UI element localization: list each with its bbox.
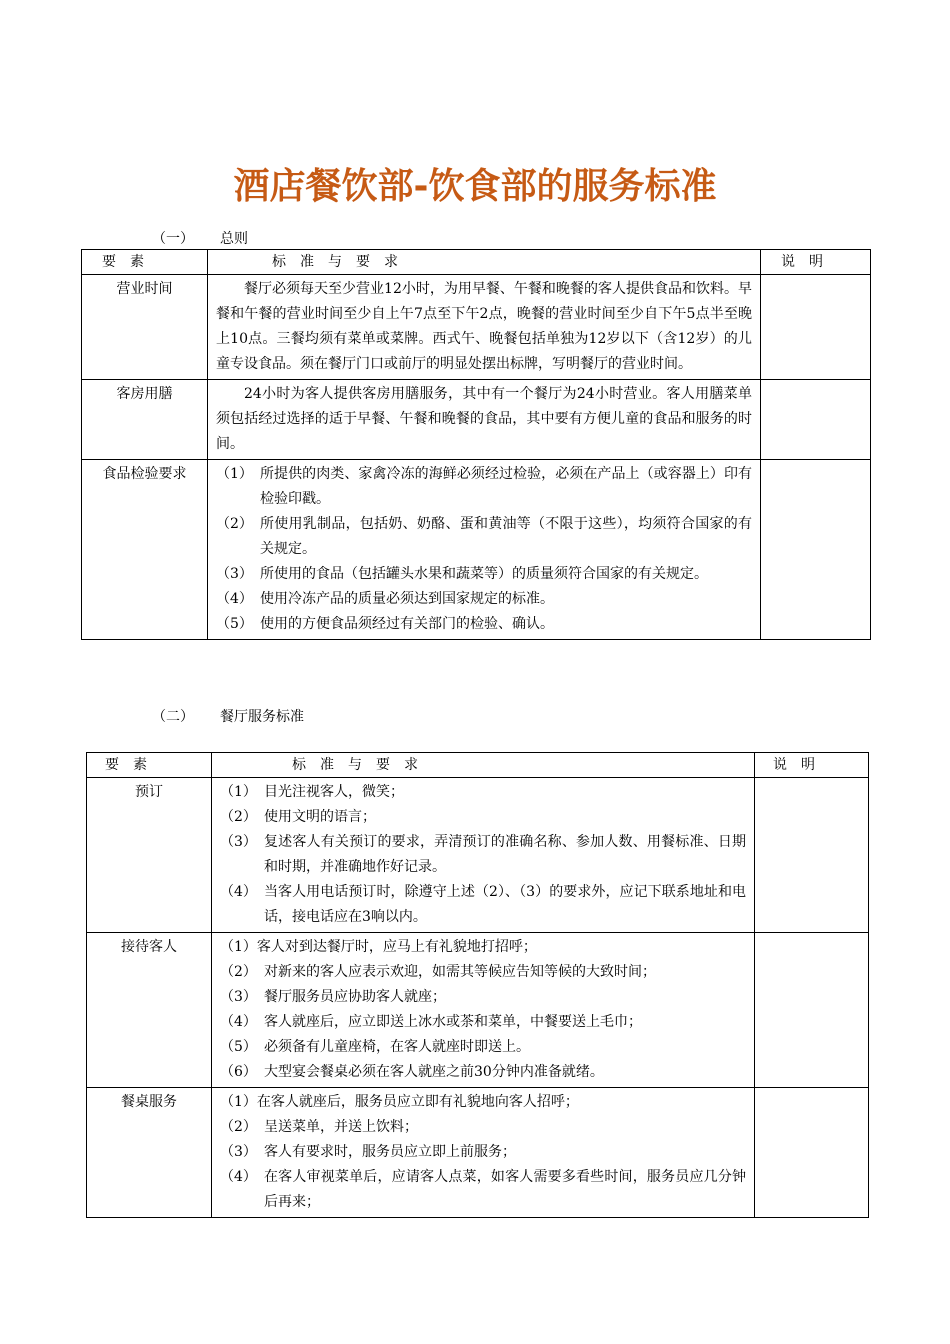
item-text: 在客人审视菜单后，应请客人点菜，如客人需要多看些时间，服务员应几分钟后再来； (264, 1169, 746, 1210)
header-note: 说 明 (755, 753, 869, 778)
list-item (220, 880, 746, 930)
table-header-row (87, 753, 869, 778)
list-item (216, 462, 752, 512)
restaurant-service-table (86, 752, 869, 1218)
row-note (755, 778, 869, 933)
row-element: 客房用膳 (82, 380, 208, 460)
item-number: （3） (220, 834, 257, 850)
section-1-name: 总则 (220, 231, 248, 247)
item-number: （2） (220, 1119, 257, 1135)
row-element: 接待客人 (87, 933, 212, 1088)
item-text: 必须备有儿童座椅，在客人就座时即送上。 (264, 1039, 530, 1055)
item-text: 所使用乳制品，包括奶、奶酪、蛋和黄油等（不限于这些），均须符合国家的有关规定。 (260, 516, 752, 557)
item-number: （4） (220, 884, 257, 900)
list-item (220, 1035, 746, 1060)
header-element: 要 素 (87, 753, 212, 778)
list-item (220, 1165, 746, 1215)
list-item (216, 612, 752, 637)
row-standard (208, 380, 761, 460)
row-note (761, 460, 871, 640)
item-number: （3） (220, 989, 257, 1005)
item-text: 目光注视客人，微笑； (264, 784, 404, 800)
list-item (220, 985, 746, 1010)
header-note: 说 明 (761, 250, 871, 275)
header-standard: 标 准 与 要 求 (208, 250, 761, 275)
item-number: （5） (216, 616, 253, 632)
list-item (216, 512, 752, 562)
list-item (220, 830, 746, 880)
item-text: 使用的方便食品须经过有关部门的检验、确认。 (260, 616, 554, 632)
list-item (216, 562, 752, 587)
item-number: （6） (220, 1064, 257, 1080)
row-standard (208, 460, 761, 640)
list-item-first: （1）在客人就座后，服务员应立即有礼貌地向客人招呼； (220, 1094, 579, 1110)
row-standard (212, 1088, 755, 1218)
row-element: 营业时间 (82, 275, 208, 380)
row-text: 餐厅必须每天至少营业12小时，为用早餐、午餐和晚餐的客人提供食品和饮料。早餐和午餐的营业时间至少自上午7点至下午2点，晚餐的营业时间至少自下午5点半至晚上10点。三餐均须有菜单或菜牌。西式午、晚餐包括单独为12岁以下（含12岁）的儿童专设食品。须在餐厅门口或前厅的明显处摆出标牌，写明餐厅的营业时间。 (216, 281, 752, 372)
list-item (220, 960, 746, 985)
item-number: （5） (220, 1039, 257, 1055)
row-element: 食品检验要求 (82, 460, 208, 640)
row-note (755, 933, 869, 1088)
row-note (761, 380, 871, 460)
list-item (220, 1060, 746, 1085)
document-title: 酒店餐饮部-饮食部的服务标准 (233, 166, 717, 207)
item-number: （3） (220, 1144, 257, 1160)
item-text: 餐厅服务员应协助客人就座； (264, 989, 446, 1005)
item-text: 大型宴会餐桌必须在客人就座之前30分钟内准备就绪。 (264, 1064, 604, 1080)
item-number: （4） (220, 1169, 257, 1185)
item-number: （2） (216, 516, 253, 532)
list-item (220, 1140, 746, 1165)
item-number: （1） (216, 466, 253, 482)
table-row (87, 1088, 869, 1218)
item-text: 对新来的客人应表示欢迎，如需其等候应告知等候的大致时间； (264, 964, 656, 980)
item-text: 呈送菜单，并送上饮料； (264, 1119, 418, 1135)
item-text: 当客人用电话预订时，除遵守上述（2）、（3）的要求外，应记下联系地址和电话，接电话应在3响以内。 (264, 884, 746, 925)
item-number: （3） (216, 566, 253, 582)
item-text: 复述客人有关预订的要求，弄清预订的准确名称、参加人数、用餐标准、日期和时期，并准确地作好记录。 (264, 834, 746, 875)
list-item (220, 1010, 746, 1035)
list-item (220, 780, 746, 805)
row-text: 24小时为客人提供客房用膳服务，其中有一个餐厅为24小时营业。客人用膳菜单须包括经过选择的适于早餐、午餐和晚餐的食品，其中要有方便儿童的食品和服务的时间。 (216, 386, 752, 452)
item-text: 客人有要求时，服务员应立即上前服务； (264, 1144, 516, 1160)
row-standard (208, 275, 761, 380)
item-text: 所提供的肉类、家禽冷冻的海鲜必须经过检验，必须在产品上（或容器上）印有检验印戳。 (260, 466, 752, 507)
item-number: （1） (220, 784, 257, 800)
list-item (220, 805, 746, 830)
row-element: 预订 (87, 778, 212, 933)
header-element: 要 素 (82, 250, 208, 275)
table-row (87, 933, 869, 1088)
item-number: （4） (216, 591, 253, 607)
row-note (755, 1088, 869, 1218)
item-text: 客人就座后，应立即送上冰水或茶和菜单，中餐要送上毛巾； (264, 1014, 642, 1030)
item-number: （4） (220, 1014, 257, 1030)
table-row (87, 778, 869, 933)
table-row (82, 380, 871, 460)
table-header-row (82, 250, 871, 275)
row-standard (212, 778, 755, 933)
item-text: 使用冷冻产品的质量必须达到国家规定的标准。 (260, 591, 554, 607)
section-1-heading (152, 228, 248, 248)
item-number: （2） (220, 964, 257, 980)
table-row (82, 275, 871, 380)
list-item-first: （1）客人对到达餐厅时，应马上有礼貌地打招呼； (220, 939, 537, 955)
section-2-name: 餐厅服务标准 (220, 709, 304, 725)
row-element: 餐桌服务 (87, 1088, 212, 1218)
section-2-label: （二） (152, 709, 194, 725)
section-2-heading (152, 706, 304, 726)
list-item (216, 587, 752, 612)
table-row (82, 460, 871, 640)
list-item (220, 1115, 746, 1140)
item-text: 所使用的食品（包括罐头水果和蔬菜等）的质量须符合国家的有关规定。 (260, 566, 708, 582)
general-rules-table (81, 249, 871, 640)
item-number: （2） (220, 809, 257, 825)
section-1-label: （一） (152, 231, 194, 247)
header-standard: 标 准 与 要 求 (212, 753, 755, 778)
row-note (761, 275, 871, 380)
row-standard (212, 933, 755, 1088)
item-text: 使用文明的语言； (264, 809, 376, 825)
